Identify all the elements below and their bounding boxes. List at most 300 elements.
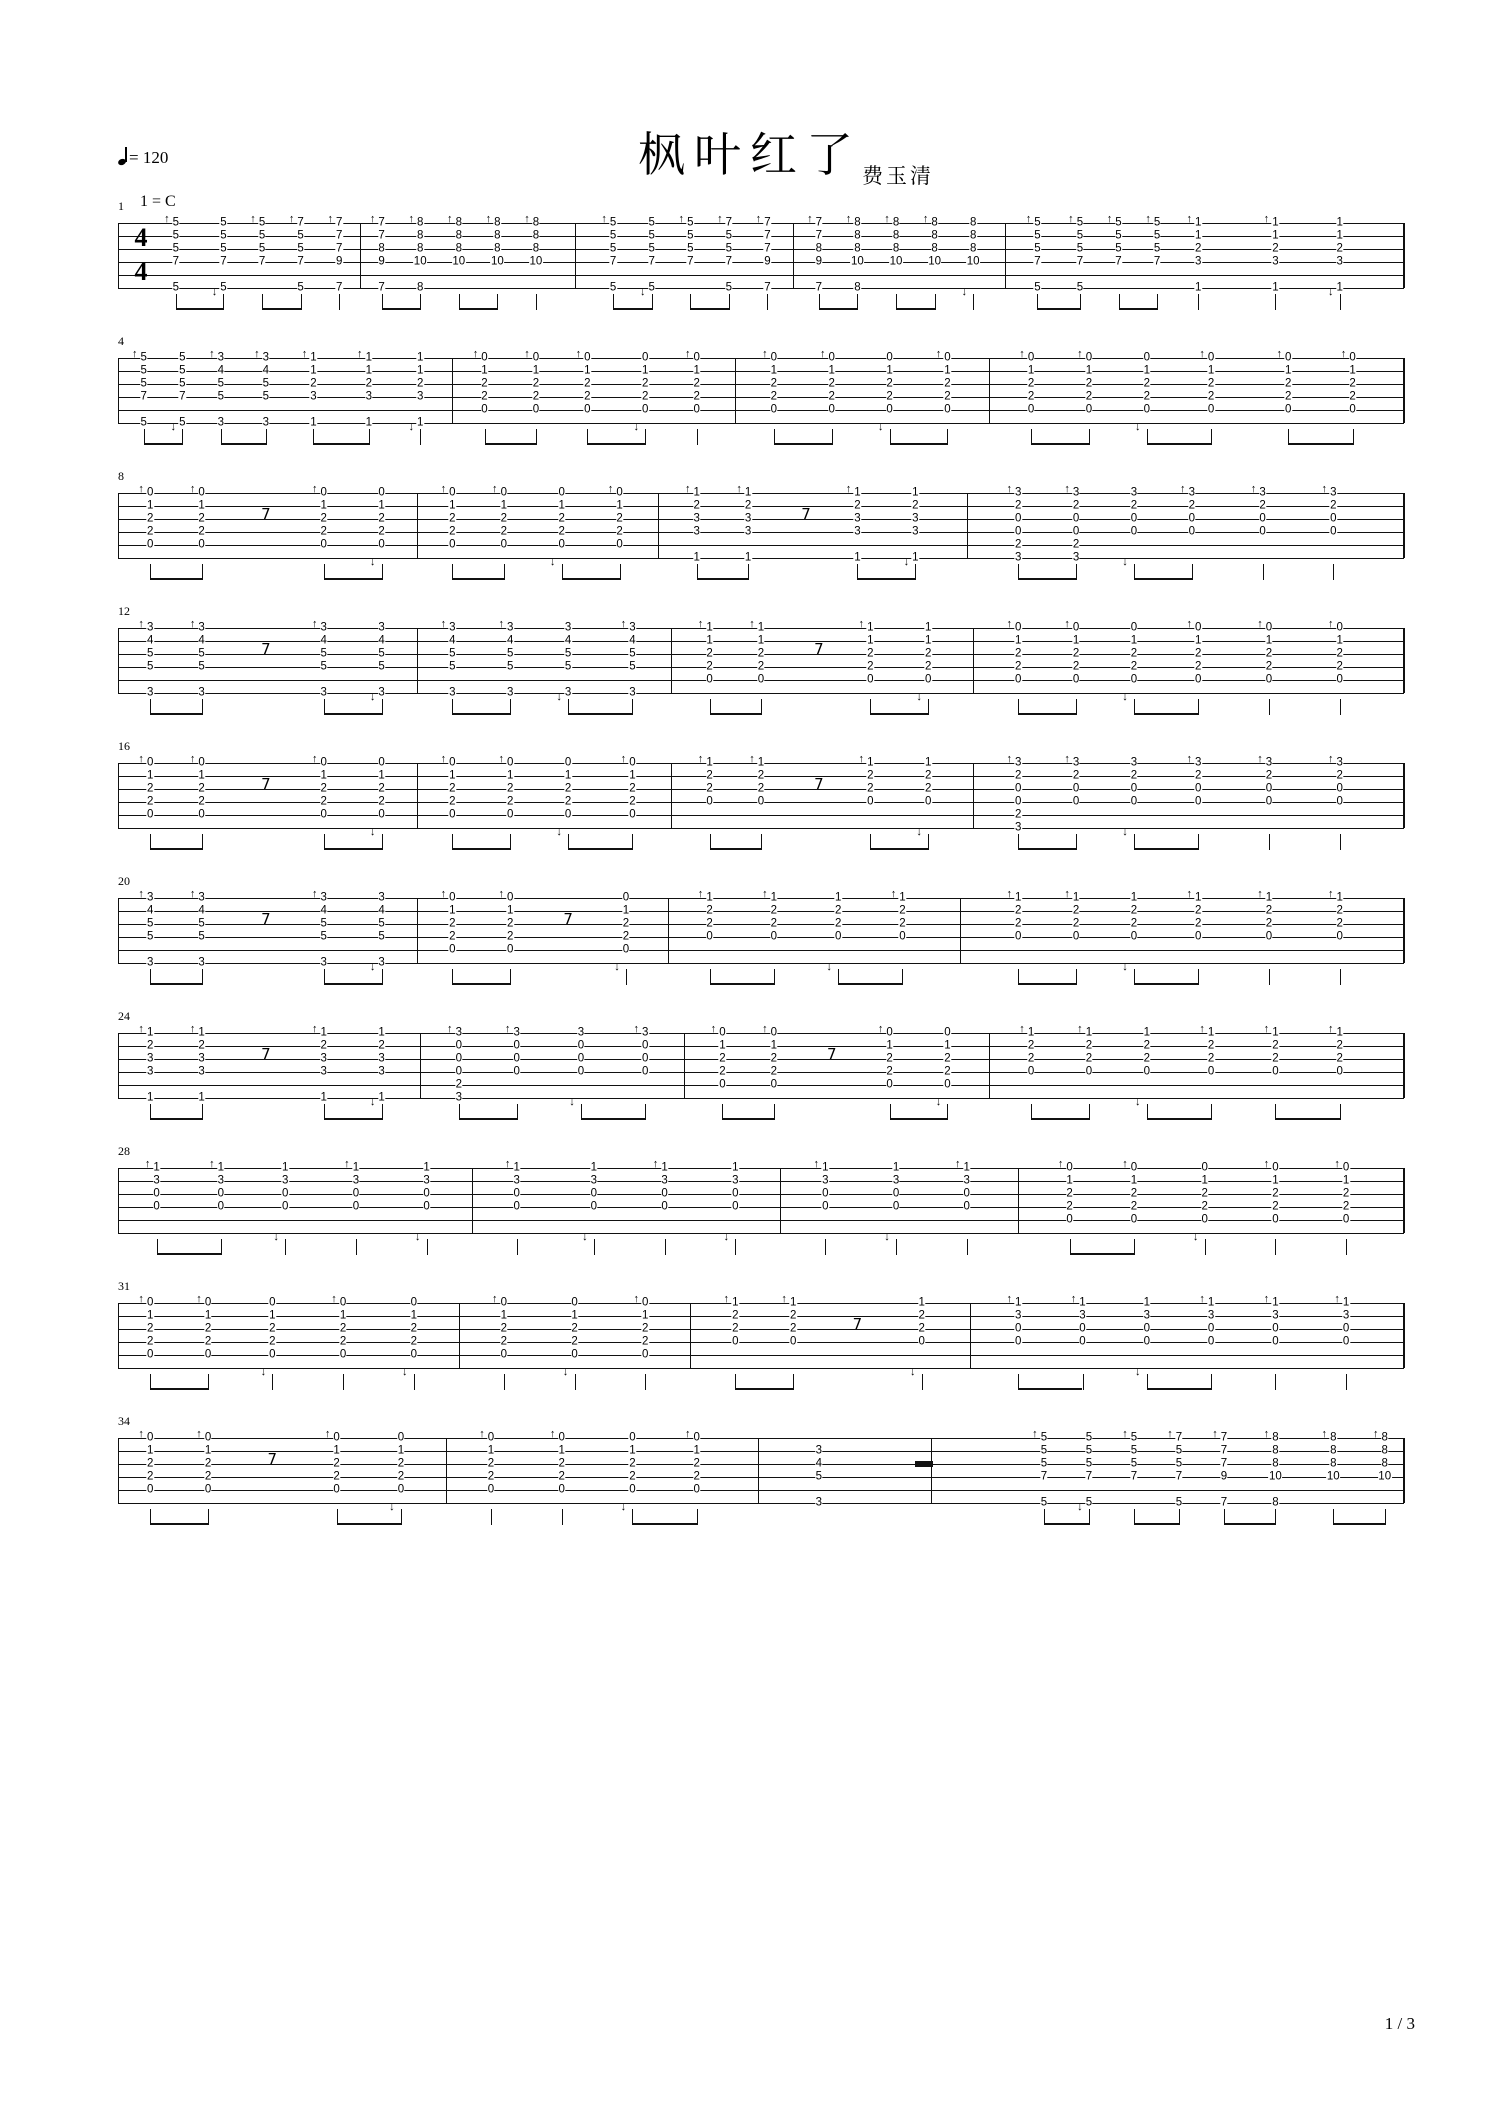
tab-fret-number: 0 [1085, 403, 1093, 416]
rhythm-stem [793, 1374, 794, 1390]
string-line [118, 519, 1404, 520]
upstroke-arrow-icon: ↑ [1070, 1293, 1077, 1305]
downstroke-arrow-icon: ↓ [1192, 1231, 1199, 1243]
tab-fret-number: 0 [1130, 795, 1138, 808]
tab-fret-number: 1 [924, 634, 932, 647]
tab-fret-number: 0 [204, 1483, 212, 1496]
tab-fret-number: 2 [789, 1322, 797, 1335]
tab-fret-number: 7 [335, 242, 343, 255]
tab-fret-number: 5 [725, 281, 733, 294]
tab-fret-number: 2 [146, 1322, 154, 1335]
tab-fret-number: 0 [577, 1065, 585, 1078]
tab-fret-number: 3 [1072, 756, 1080, 769]
rhythm-stem [774, 1104, 775, 1120]
upstroke-arrow-icon: ↑ [807, 213, 813, 225]
tab-fret-number: 0 [1014, 525, 1022, 538]
tab-fret-number: 1 [198, 1091, 205, 1104]
rhythm-stem [202, 564, 203, 580]
upstroke-arrow-icon: ↑ [524, 213, 530, 225]
tab-system [118, 334, 1404, 438]
tab-fret-number: 2 [706, 647, 713, 660]
tab-fret-number: 5 [1175, 1457, 1183, 1470]
string-line [118, 828, 1404, 829]
tab-fret-number: 2 [1130, 647, 1138, 660]
rhythm-beam [581, 1118, 645, 1120]
tab-fret-number: 3 [320, 1052, 327, 1065]
tab-fret-number: 3 [378, 956, 385, 969]
tab-fret-number: 0 [1272, 1322, 1279, 1335]
system-measure-number: 16 [118, 739, 130, 753]
tab-fret-number: 2 [693, 1457, 700, 1470]
tab-fret-number: 1 [1272, 229, 1279, 242]
tab-fret-number: 0 [732, 1200, 739, 1213]
upstroke-arrow-icon: ↑ [652, 1158, 659, 1170]
barline [671, 628, 672, 693]
rhythm-stem [1353, 429, 1354, 445]
barline [417, 763, 418, 828]
tab-fret-number: 2 [912, 499, 919, 512]
tab-fret-number: 5 [1034, 216, 1041, 229]
tab-fret-number: 3 [1195, 255, 1202, 268]
tab-fret-number: 1 [757, 756, 765, 769]
rhythm-beam [382, 308, 421, 310]
tab-fret-number: 0 [198, 756, 205, 769]
tab-fret-number: 2 [204, 1457, 212, 1470]
upstroke-arrow-icon: ↑ [324, 1428, 331, 1440]
tab-fret-number: 0 [944, 403, 951, 416]
tab-fret-number: 1 [310, 364, 317, 377]
tab-fret-number: 5 [687, 229, 694, 242]
upstroke-arrow-icon: ↑ [312, 753, 318, 765]
tab-fret-number: 5 [179, 416, 186, 429]
string-line [118, 236, 1404, 237]
tab-fret-number: 2 [1072, 538, 1080, 551]
rhythm-stem [761, 699, 762, 715]
upstroke-arrow-icon: ↑ [1186, 213, 1192, 225]
tab-fret-number: 1 [1336, 281, 1343, 294]
tab-fret-number: 0 [1072, 621, 1080, 634]
tab-fret-number: 0 [822, 1200, 829, 1213]
tab-fret-number: 0 [1336, 795, 1343, 808]
tab-fret-number: 3 [365, 390, 372, 403]
rhythm-stem [902, 969, 903, 985]
tab-fret-number: 2 [693, 390, 700, 403]
upstroke-arrow-icon: ↑ [1257, 888, 1263, 900]
tab-fret-number: 2 [397, 1470, 405, 1483]
tab-fret-number: 7 [1175, 1470, 1183, 1483]
upstroke-arrow-icon: ↑ [1186, 618, 1192, 630]
eighth-rest: 7 [261, 639, 271, 658]
tab-fret-number: 5 [449, 647, 456, 660]
tab-fret-number: 7 [297, 255, 304, 268]
tab-fret-number: 7 [297, 216, 304, 229]
rhythm-stem [1083, 1374, 1084, 1390]
rhythm-stem [510, 834, 511, 850]
tab-fret-number: 4 [378, 904, 385, 917]
tab-fret-number: 0 [770, 1026, 778, 1039]
tab-fret-number: 8 [1381, 1457, 1388, 1470]
tab-fret-number: 1 [584, 364, 591, 377]
tab-fret-number: 2 [622, 917, 630, 930]
tab-fret-number: 8 [931, 242, 938, 255]
tab-fret-number: 1 [507, 904, 514, 917]
rhythm-stem [369, 429, 370, 445]
tab-fret-number: 3 [1188, 486, 1195, 499]
tab-fret-number: 1 [320, 769, 327, 782]
string-line [118, 963, 1404, 964]
tab-fret-number: 0 [770, 351, 778, 364]
tab-fret-number: 2 [1027, 1039, 1035, 1052]
tab-fret-number: 1 [513, 1161, 520, 1174]
tab-fret-number: 3 [693, 512, 700, 525]
tempo-value: = 120 [129, 148, 169, 167]
upstroke-arrow-icon: ↑ [1064, 888, 1070, 900]
rhythm-beam [838, 983, 902, 985]
tab-fret-number: 0 [706, 673, 713, 686]
tab-fret-number: 1 [281, 1161, 289, 1174]
string-line [118, 911, 1404, 912]
tab-fret-number: 3 [577, 1026, 585, 1039]
tab-fret-number: 0 [1143, 1335, 1150, 1348]
tab-system [118, 469, 1404, 573]
tab-fret-number: 1 [571, 1309, 578, 1322]
tab-fret-number: 2 [146, 1457, 154, 1470]
tab-fret-number: 0 [487, 1431, 495, 1444]
tab-fret-number: 1 [198, 1026, 205, 1039]
tab-fret-number: 0 [1330, 525, 1337, 538]
tab-fret-number: 1 [1027, 364, 1035, 377]
tab-fret-number: 2 [1272, 1052, 1279, 1065]
tab-fret-number: 0 [198, 808, 205, 821]
barline [452, 358, 453, 423]
upstroke-arrow-icon: ↑ [1006, 483, 1012, 495]
tab-fret-number: 8 [892, 242, 900, 255]
tab-fret-number: 2 [481, 377, 488, 390]
tab-fret-number: 5 [648, 242, 655, 255]
tab-fret-number: 2 [320, 1039, 327, 1052]
upstroke-arrow-icon: ↑ [189, 483, 196, 495]
tab-fret-number: 1 [481, 364, 488, 377]
tab-fret-number: 3 [320, 956, 327, 969]
tab-fret-number: 1 [693, 551, 700, 564]
tab-fret-number: 0 [198, 486, 205, 499]
tab-fret-number: 2 [1130, 1187, 1138, 1200]
rhythm-beam [1134, 848, 1198, 850]
tab-fret-number: 3 [1072, 486, 1080, 499]
tab-fret-number: 1 [886, 364, 893, 377]
tab-fret-number: 3 [815, 1496, 823, 1509]
downstroke-arrow-icon: ↓ [1077, 1501, 1083, 1513]
tab-fret-number: 9 [1220, 1470, 1228, 1483]
upstroke-arrow-icon: ↑ [1186, 753, 1192, 765]
tab-fret-number: 2 [558, 525, 565, 538]
tab-fret-number: 3 [198, 891, 205, 904]
tab-fret-number: 0 [1195, 782, 1202, 795]
tab-fret-number: 0 [1336, 782, 1343, 795]
tab-fret-number: 0 [584, 351, 591, 364]
upstroke-arrow-icon: ↑ [697, 618, 704, 630]
rhythm-beam [1018, 983, 1076, 985]
tab-fret-number: 0 [1201, 1161, 1208, 1174]
tab-fret-number: 0 [1027, 403, 1035, 416]
upstroke-arrow-icon: ↑ [601, 213, 607, 225]
rhythm-stem [1275, 1374, 1276, 1390]
rhythm-beam [562, 578, 620, 580]
tab-fret-number: 2 [1027, 390, 1035, 403]
rhythm-stem [1269, 969, 1270, 985]
tab-fret-number: 0 [500, 1348, 507, 1361]
tab-fret-number: 3 [513, 1174, 520, 1187]
tab-fret-number: 0 [1072, 512, 1080, 525]
tab-fret-number: 5 [1115, 242, 1122, 255]
tab-fret-number: 7 [258, 255, 266, 268]
tab-fret-number: 0 [204, 1296, 212, 1309]
tab-fret-number: 2 [1130, 917, 1138, 930]
rhythm-stem [973, 294, 974, 310]
tab-fret-number: 3 [198, 956, 205, 969]
upstroke-arrow-icon: ↑ [607, 483, 614, 495]
tab-fret-number: 0 [693, 351, 700, 364]
tab-fret-number: 1 [732, 1296, 739, 1309]
rhythm-stem [645, 1374, 646, 1390]
tab-fret-number: 3 [198, 1052, 205, 1065]
tab-fret-number: 0 [719, 1026, 726, 1039]
rhythm-beam [613, 308, 652, 310]
tab-fret-number: 4 [507, 634, 514, 647]
tab-fret-number: 9 [815, 255, 823, 268]
upstroke-arrow-icon: ↑ [196, 1428, 202, 1440]
barline [1005, 223, 1006, 288]
rhythm-stem [626, 969, 627, 985]
tab-fret-number: 0 [867, 795, 874, 808]
downstroke-arrow-icon: ↓ [916, 826, 922, 838]
tab-fret-number: 0 [642, 1052, 649, 1065]
tab-fret-number: 2 [1143, 1052, 1150, 1065]
rhythm-stem [536, 429, 537, 445]
tab-fret-number: 0 [629, 1483, 636, 1496]
upstroke-arrow-icon: ↑ [327, 213, 333, 225]
tab-fret-number: 2 [1207, 390, 1215, 403]
rhythm-beam [1018, 713, 1076, 715]
downstroke-arrow-icon: ↓ [620, 1501, 627, 1513]
downstroke-arrow-icon: ↓ [826, 961, 832, 973]
upstroke-arrow-icon: ↑ [1199, 348, 1205, 360]
barline [973, 763, 974, 828]
tab-fret-number: 0 [642, 403, 649, 416]
eighth-rest: 7 [814, 639, 824, 658]
tab-system [118, 1279, 1404, 1383]
tab-fret-number: 2 [378, 525, 385, 538]
tab-fret-number: 0 [1342, 1213, 1350, 1226]
rhythm-beam [1018, 1388, 1082, 1390]
rhythm-stem [1089, 429, 1090, 445]
tab-fret-number: 5 [258, 216, 266, 229]
tab-fret-number: 0 [719, 1078, 726, 1091]
string-line [118, 693, 1404, 694]
tab-fret-number: 2 [757, 660, 765, 673]
tab-fret-number: 3 [455, 1091, 462, 1104]
tab-fret-number: 0 [1130, 512, 1138, 525]
rhythm-stem [202, 969, 203, 985]
downstroke-arrow-icon: ↓ [916, 691, 922, 703]
tab-fret-number: 0 [455, 1039, 462, 1052]
tab-fret-number: 2 [1130, 499, 1138, 512]
tab-fret-number: 1 [423, 1161, 430, 1174]
rhythm-stem [1340, 969, 1341, 985]
tab-fret-number: 2 [455, 1078, 462, 1091]
tab-fret-number: 1 [146, 1091, 154, 1104]
upstroke-arrow-icon: ↑ [717, 213, 723, 225]
tab-fret-number: 8 [969, 229, 977, 242]
tab-fret-number: 5 [297, 281, 304, 294]
tab-fret-number: 8 [854, 229, 861, 242]
downstroke-arrow-icon: ↓ [369, 826, 376, 838]
tab-fret-number: 2 [1014, 904, 1022, 917]
tab-fret-number: 1 [1072, 634, 1080, 647]
rhythm-beam [452, 713, 510, 715]
tab-fret-number: 2 [770, 917, 778, 930]
tab-fret-number: 2 [198, 782, 205, 795]
string-line [118, 1503, 1404, 1504]
upstroke-arrow-icon: ↑ [447, 213, 453, 225]
rhythm-stem [182, 429, 183, 445]
downstroke-arrow-icon: ↓ [170, 421, 177, 433]
upstroke-arrow-icon: ↑ [447, 1023, 453, 1035]
rhythm-beam [1037, 308, 1079, 310]
tab-fret-number: 5 [220, 229, 227, 242]
tab-fret-number: 1 [153, 1161, 160, 1174]
tab-fret-number: 5 [220, 242, 227, 255]
upstroke-arrow-icon: ↑ [697, 753, 704, 765]
rhythm-stem [665, 1239, 666, 1255]
tab-fret-number: 2 [146, 512, 154, 525]
tab-fret-number: 0 [513, 1052, 520, 1065]
string-line [118, 506, 1404, 507]
rhythm-beam [1031, 443, 1089, 445]
tab-fret-number: 2 [706, 782, 713, 795]
upstroke-arrow-icon: ↑ [189, 888, 196, 900]
tab-fret-number: 7 [1115, 255, 1122, 268]
tab-fret-number: 0 [1085, 351, 1093, 364]
rhythm-stem [272, 1374, 273, 1390]
tab-fret-number: 2 [500, 512, 507, 525]
tab-fret-number: 0 [320, 756, 327, 769]
tab-fret-number: 7 [725, 216, 733, 229]
tab-fret-number: 8 [532, 216, 540, 229]
tab-fret-number: 1 [1130, 1174, 1138, 1187]
tab-fret-number: 2 [757, 782, 765, 795]
tab-fret-number: 2 [1014, 647, 1022, 660]
tab-fret-number: 3 [449, 621, 456, 634]
tab-fret-number: 7 [1076, 255, 1084, 268]
tab-fret-number: 7 [335, 229, 343, 242]
tab-fret-number: 0 [507, 891, 514, 904]
tab-fret-number: 0 [513, 1039, 520, 1052]
tab-fret-number: 3 [629, 686, 636, 699]
tab-fret-number: 0 [1349, 351, 1356, 364]
tab-fret-number: 0 [513, 1065, 520, 1078]
upstroke-arrow-icon: ↑ [633, 1023, 639, 1035]
tab-fret-number: 2 [1259, 499, 1266, 512]
rhythm-stem [928, 699, 929, 715]
tab-fret-number: 0 [1272, 1065, 1279, 1078]
tab-fret-number: 0 [886, 1026, 893, 1039]
tab-fret-number: 0 [693, 1431, 700, 1444]
tab-fret-number: 5 [1034, 229, 1041, 242]
tab-fret-number: 0 [339, 1296, 347, 1309]
tab-fret-number: 2 [378, 512, 385, 525]
rhythm-stem [1333, 564, 1334, 580]
tab-fret-number: 1 [564, 769, 572, 782]
barline [668, 898, 669, 963]
tab-fret-number: 4 [320, 904, 327, 917]
tab-fret-number: 0 [770, 1078, 778, 1091]
tab-fret-number: 0 [1207, 403, 1215, 416]
rhythm-stem [1179, 1509, 1180, 1525]
downstroke-arrow-icon: ↓ [903, 556, 910, 568]
tab-fret-number: 1 [642, 364, 649, 377]
tab-fret-number: 2 [1014, 808, 1022, 821]
tab-fret-number: 1 [963, 1161, 970, 1174]
string-line [118, 288, 1404, 289]
tab-fret-number: 1 [1085, 1026, 1093, 1039]
rhythm-stem [825, 1239, 826, 1255]
tab-fret-number: 5 [378, 660, 385, 673]
tab-fret-number: 0 [1130, 782, 1138, 795]
tab-fret-number: 1 [198, 769, 205, 782]
barline [118, 1168, 119, 1233]
rhythm-stem [562, 1509, 563, 1525]
tab-fret-number: 0 [1188, 525, 1195, 538]
upstroke-arrow-icon: ↑ [736, 483, 742, 495]
rhythm-stem [594, 1239, 595, 1255]
tab-fret-number: 0 [449, 486, 456, 499]
rhythm-stem [504, 1374, 505, 1390]
tab-fret-number: 2 [320, 782, 327, 795]
rhythm-stem [491, 1509, 492, 1525]
tab-fret-number: 1 [397, 1444, 405, 1457]
tab-fret-number: 1 [1342, 1296, 1350, 1309]
tab-fret-number: 3 [1014, 551, 1022, 564]
rhythm-beam [890, 1118, 948, 1120]
upstroke-arrow-icon: ↑ [1372, 1428, 1379, 1440]
rhythm-stem [1089, 1509, 1090, 1525]
upstroke-arrow-icon: ↑ [678, 213, 685, 225]
tab-fret-number: 4 [564, 634, 572, 647]
upstroke-arrow-icon: ↑ [408, 213, 414, 225]
tab-fret-number: 1 [1207, 364, 1215, 377]
rhythm-stem [575, 1374, 576, 1390]
tab-fret-number: 2 [1027, 377, 1035, 390]
tab-fret-number: 8 [455, 229, 462, 242]
rhythm-stem [517, 1239, 518, 1255]
tab-fret-number: 8 [532, 242, 540, 255]
tab-fret-number: 0 [378, 538, 385, 551]
tab-fret-number: 1 [693, 364, 700, 377]
rhythm-stem [420, 429, 421, 445]
barline [973, 628, 974, 693]
upstroke-arrow-icon: ↑ [131, 348, 138, 360]
tab-fret-number: 5 [217, 377, 225, 390]
rhythm-stem [1385, 1509, 1386, 1525]
eighth-rest: 7 [261, 504, 271, 523]
eighth-rest: 7 [852, 1314, 863, 1333]
tab-staff [118, 1025, 1404, 1113]
tab-fret-number: 7 [1153, 255, 1161, 268]
rhythm-stem [1076, 699, 1077, 715]
tab-fret-number: 0 [449, 756, 456, 769]
rhythm-beam [710, 713, 761, 715]
